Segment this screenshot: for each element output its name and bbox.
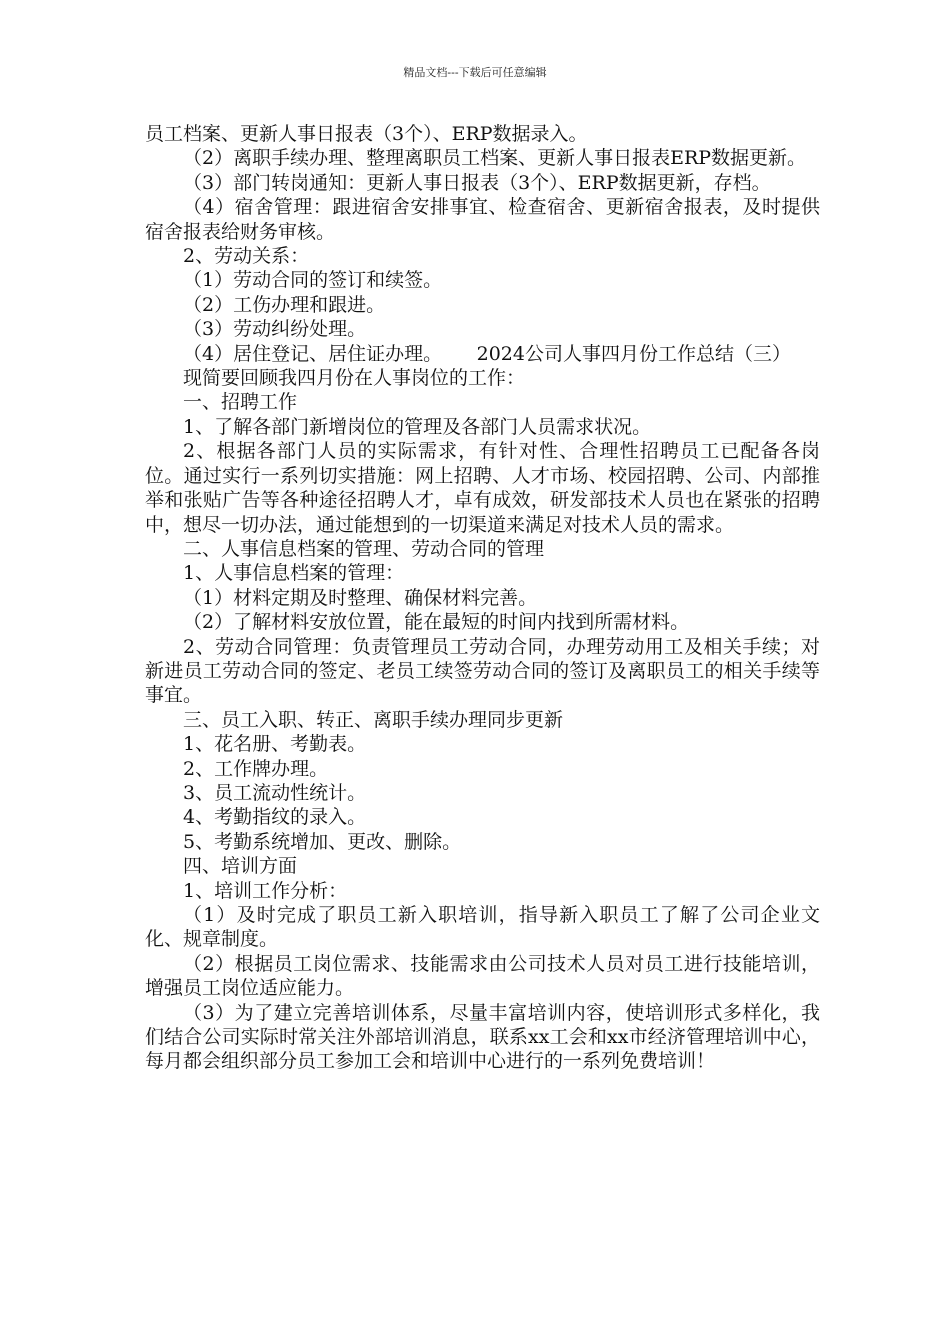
paragraph: 4、考勤指纹的录入。 (183, 806, 367, 829)
paragraph: 一、招聘工作 (183, 391, 298, 414)
paragraph: （2）根据员工岗位需求、技能需求由公司技术人员对员工进行技能培训，增强员工岗位适应能力。 (145, 952, 820, 1000)
paragraph: 2、工作牌办理。 (183, 757, 329, 780)
paragraph: 2、劳动关系： (183, 245, 310, 268)
paragraph: 四、培训方面 (183, 855, 298, 878)
paragraph: 3、员工流动性统计。 (183, 781, 367, 804)
paragraph: 1、花名册、考勤表。 (183, 733, 367, 756)
paragraph: 1、人事信息档案的管理： (183, 562, 405, 585)
document-body (145, 122, 820, 1074)
paragraph: （4）宿舍管理：跟进宿舍安排事宜、检查宿舍、更新宿舍报表，及时提供宿舍报表给财务审核。 (145, 196, 820, 243)
paragraph: （1）劳动合同的签订和续签。 (183, 269, 443, 292)
page-header: 精品文档---下载后可任意编辑 (403, 66, 547, 79)
paragraph: 现简要回顾我四月份在人事岗位的工作： (183, 367, 526, 390)
paragraph: 员工档案、更新人事日报表（3个）、ERP数据录入。 (145, 123, 588, 145)
paragraph: （3）为了建立完善培训体系，尽量丰富培训内容，使培训形式多样化，我们结合公司实际时常关注外部培训消息，联系xx工会和xx市经济管理培训中心，每月都会组织部分员工参加工会和培训中心进行的一系列免费培训！ (145, 1001, 820, 1073)
paragraph: 2、劳动合同管理：负责管理员工劳动合同，办理劳动用工及相关手续；对新进员工劳动合同的签定、老员工续签劳动合同的签订及离职员工的相关手续等事宜。 (145, 635, 820, 707)
paragraph: 1、了解各部门新增岗位的管理及各部门人员需求状况。 (183, 415, 652, 438)
paragraph: （4）居住登记、居住证办理。 2024公司人事四月份工作总结（三） (183, 342, 791, 365)
paragraph: 5、考勤系统增加、更改、删除。 (183, 830, 462, 853)
paragraph: 2、根据各部门人员的实际需求，有针对性、合理性招聘员工已配备各岗位。通过实行一系列切实措施：网上招聘、人才市场、校园招聘、公司、内部推举和张贴广告等各种途径招聘人才，卓有成效，研发部技术人员也在紧张的招聘中，想尽一切办法，通过能想到的一切渠道来满足对技术人员的需求。 (145, 440, 820, 536)
paragraph: （1）及时完成了职员工新入职培训，指导新入职员工了解了公司企业文化、规章制度。 (145, 904, 820, 951)
paragraph: （2）工伤办理和跟进。 (183, 293, 386, 316)
paragraph: （2）离职手续办理、整理离职员工档案、更新人事日报表ERP数据更新。 (183, 147, 807, 170)
paragraph: 三、员工入职、转正、离职手续办理同步更新 (183, 708, 564, 731)
paragraph: （3）部门转岗通知：更新人事日报表（3个）、ERP数据更新，存档。 (183, 171, 771, 194)
paragraph: （3）劳动纠纷处理。 (183, 318, 367, 341)
paragraph: 二、人事信息档案的管理、劳动合同的管理 (183, 537, 545, 560)
paragraph: （1）材料定期及时整理、确保材料完善。 (183, 586, 538, 609)
paragraph: 1、培训工作分析： (183, 879, 348, 902)
paragraph: （2）了解材料安放位置，能在最短的时间内找到所需材料。 (183, 611, 690, 634)
